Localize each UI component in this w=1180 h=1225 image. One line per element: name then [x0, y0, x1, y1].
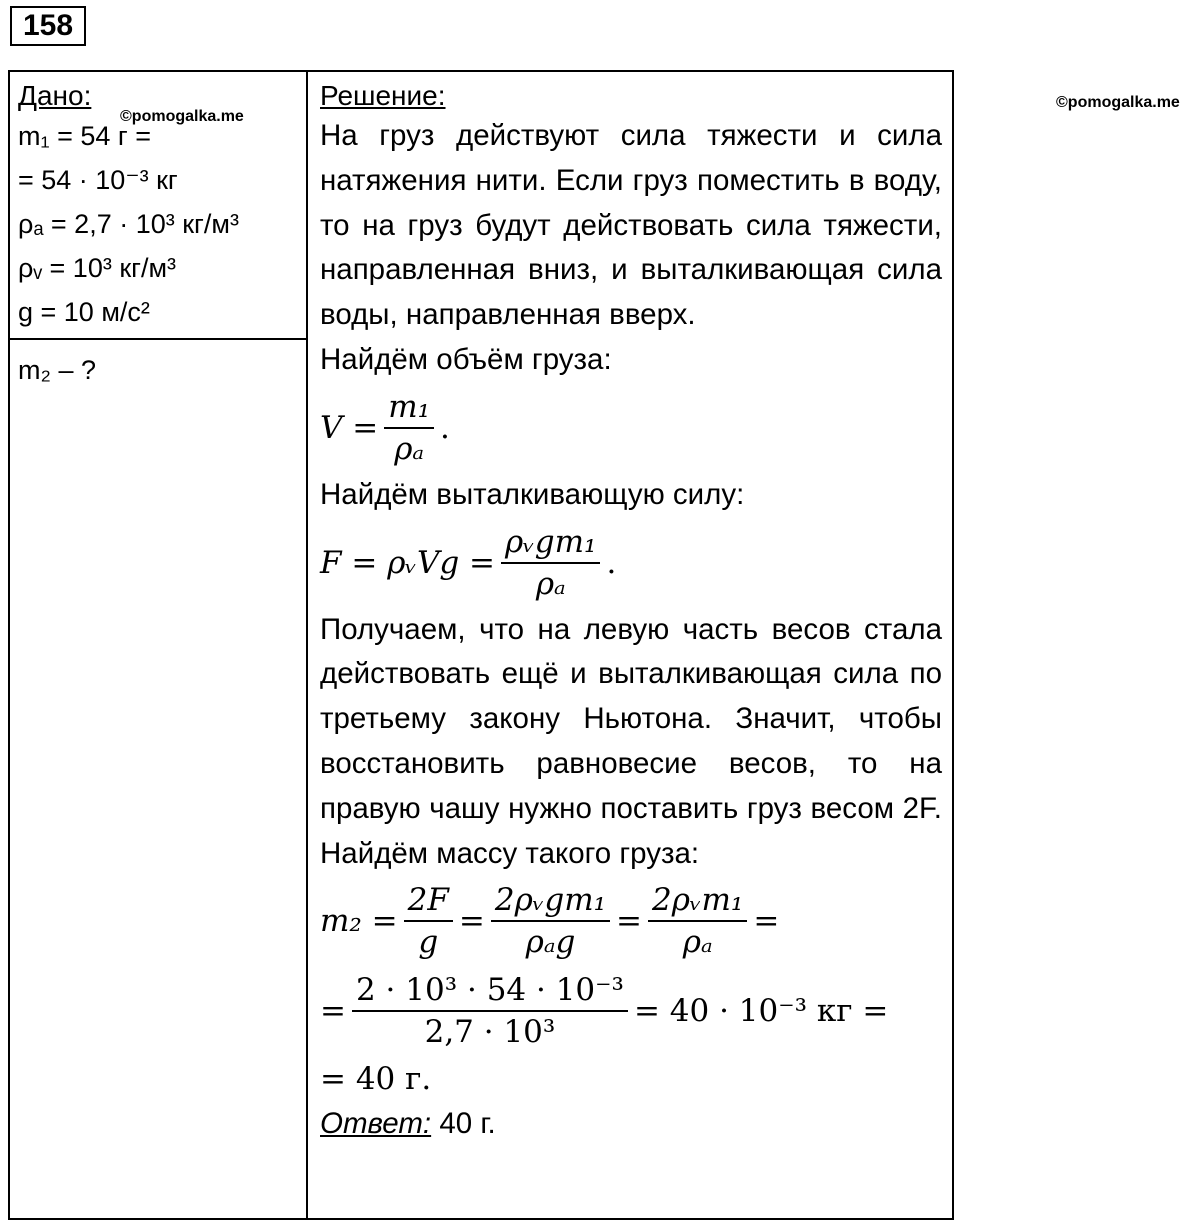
solution-paragraph: На груз действуют сила тяжести и сила натяжения нити. Если груз поместить в воду, то на груз будут действовать сила тяжести, направленная вниз, и выталкивающая сила воды, направленная вверх. — [320, 119, 942, 332]
find-value: m₂ – ? — [18, 355, 97, 385]
formula-lhs: V = — [320, 409, 379, 446]
fraction — [501, 524, 600, 602]
formula-force — [320, 518, 942, 608]
answer-line — [320, 1102, 942, 1147]
solution-paragraph: Получаем, что на левую часть весов стала действовать ещё и выталкивающая сила по третьему закону Ньютона. Значит, чтобы восстановить равновесие весов, то на правую чашу нужно поставить груз весом 2F. Найдём массу такого груза: — [320, 612, 942, 870]
formula-calculation — [320, 966, 942, 1056]
formula-tail: = — [753, 903, 780, 940]
formula-lhs: m₂ = — [320, 903, 398, 940]
given-line: = 54 · 10⁻³ кг — [18, 165, 178, 195]
fraction-denominator: g — [418, 924, 439, 961]
fraction-numerator: ρᵥgm₁ — [501, 524, 600, 564]
equals-sign: = — [458, 903, 485, 940]
fraction — [491, 882, 610, 960]
formula-mass — [320, 876, 942, 966]
find-section — [10, 340, 306, 392]
answer-value: 40 г. — [431, 1107, 496, 1141]
solution-paragraph: Найдём объём груза: — [320, 342, 612, 376]
fraction-numerator: 2F — [404, 882, 453, 922]
formula-end: . — [606, 544, 617, 581]
given-heading: Дано: — [18, 80, 92, 111]
solution-heading: Решение: — [320, 80, 446, 111]
fraction-numerator: m₁ — [384, 389, 434, 429]
answer-label: Ответ: — [320, 1107, 432, 1141]
formula-end: . — [440, 409, 450, 446]
fraction-denominator: ρₐ — [682, 924, 713, 961]
watermark: ©pomogalka.me — [1056, 94, 1180, 111]
fraction — [404, 882, 453, 960]
fraction-denominator: ρₐg — [525, 924, 576, 961]
formula-lhs: = — [320, 993, 346, 1030]
fraction — [648, 882, 747, 960]
fraction-numerator: 2ρᵥgm₁ — [491, 882, 610, 922]
given-line: m₁ = 54 г = — [18, 121, 152, 151]
given-line: g = 10 м/с² — [18, 297, 150, 327]
equals-sign: = — [616, 903, 643, 940]
fraction — [352, 972, 628, 1050]
given-line: ρₐ = 2,7 · 10³ кг/м³ — [18, 209, 239, 239]
given-column — [10, 72, 308, 1218]
formula-volume — [320, 383, 942, 473]
fraction — [384, 389, 434, 467]
fraction-denominator: ρₐ — [394, 430, 425, 467]
task-table — [8, 70, 1180, 1220]
formula-rhs: = 40 · 10⁻³ кг = — [633, 993, 889, 1030]
fraction-numerator: 2ρᵥm₁ — [648, 882, 747, 922]
given-section — [10, 72, 306, 340]
given-line: ρᵥ = 10³ кг/м³ — [18, 253, 177, 283]
solution-column — [308, 72, 1180, 1218]
fraction-denominator: 2,7 · 10³ — [424, 1014, 556, 1051]
fraction-denominator: ρₐ — [535, 565, 566, 602]
formula-lhs: F = ρᵥVg = — [320, 544, 496, 581]
watermark: ©pomogalka.me — [120, 108, 244, 125]
task-number: 158 — [10, 6, 86, 46]
result-line: = 40 г. — [320, 1061, 432, 1098]
solution-paragraph: Найдём выталкивающую силу: — [320, 477, 745, 511]
fraction-numerator: 2 · 10³ · 54 · 10⁻³ — [352, 972, 628, 1012]
